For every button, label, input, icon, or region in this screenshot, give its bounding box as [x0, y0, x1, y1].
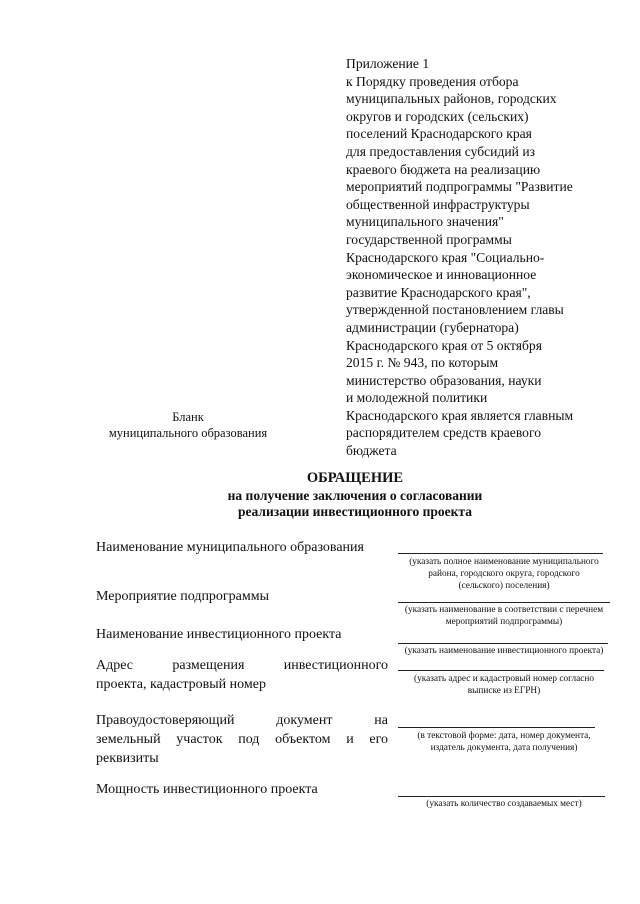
appendix-line: Приложение 1	[346, 56, 430, 71]
document-subtitle: реализации инвестиционного проекта	[238, 504, 472, 519]
hint-title-document: (в текстовой форме: дата, номер документа, издатель документа, дата получения)	[417, 731, 591, 753]
appendix-line: муниципальных районов, городских	[346, 91, 557, 107]
fill-line-capacity[interactable]	[398, 796, 605, 797]
hint-subprogram-activity: (указать наименование в соответствии с перечнем мероприятий подпрограммы)	[404, 605, 604, 627]
letterhead-placeholder	[98, 409, 278, 441]
hint-address: (указать адрес и кадастровый номер согласно выписке из ЕГРН)	[414, 674, 594, 696]
field-label-project-name: Наименование инвестиционного проекта	[96, 627, 342, 642]
appendix-line: министерство образования, науки	[346, 372, 542, 388]
appendix-line: утвержденной постановлением главы	[346, 302, 564, 318]
document-subtitle: на получение заключения о согласовании	[227, 488, 483, 503]
fill-line-address[interactable]	[398, 670, 604, 671]
appendix-line: поселений Краснодарского края	[346, 126, 532, 142]
hint-capacity: (указать количество создаваемых мест)	[426, 799, 582, 809]
field-label-title-document: Правоудостоверяющий документ на земельный участок под объектом и его реквизиты	[96, 713, 388, 766]
hint-municipality: (указать полное наименование муниципального района, городского округа, городского (сельского) поселения)	[409, 557, 599, 591]
fill-line-project-name[interactable]	[398, 643, 608, 644]
appendix-line: Краснодарского края является главным	[346, 407, 574, 423]
letterhead-label: Бланк	[172, 410, 204, 424]
field-label-subprogram-activity: Мероприятие подпрограммы	[96, 589, 270, 604]
appendix-line: Краснодарского края "Социально-	[346, 249, 545, 265]
appendix-line: и молодежной политики	[346, 390, 488, 406]
field-label-address: Адрес размещения инвестиционного проекта, кадастровый номер	[96, 658, 388, 692]
appendix-line: для предоставления субсидий из	[346, 143, 535, 159]
appendix-line: краевого бюджета на реализацию	[346, 161, 541, 177]
appendix-line: развитие Краснодарского края",	[346, 284, 531, 300]
document-title: ОБРАЩЕНИЕ	[306, 470, 404, 486]
appendix-line: 2015 г. № 943, по которым	[346, 355, 499, 371]
hint-project-name: (указать наименование инвестиционного проекта)	[404, 646, 604, 656]
appendix-line: Краснодарского края от 5 октября	[346, 337, 542, 353]
document-heading	[110, 470, 600, 520]
appendix-line: муниципального значения"	[346, 214, 504, 230]
appendix-line: экономическое и инновационное	[346, 267, 537, 283]
field-label-municipality: Наименование муниципального образования	[96, 540, 364, 555]
appendix-line: мероприятий подпрограммы "Развитие	[346, 179, 573, 195]
fill-line-municipality[interactable]	[398, 553, 603, 554]
appendix-line: к Порядку проведения отбора	[346, 73, 519, 89]
appendix-line: общественной инфраструктуры	[346, 196, 530, 212]
appendix-line: государственной программы	[346, 231, 512, 247]
appendix-line: распорядителем средств краевого	[346, 425, 541, 441]
letterhead-sublabel: муниципального образования	[108, 426, 268, 440]
appendix-line: округов и городских (сельских)	[346, 108, 529, 124]
appendix-line: администрации (губернатора)	[346, 319, 519, 335]
fill-line-subprogram-activity[interactable]	[398, 602, 610, 603]
field-label-capacity: Мощность инвестиционного проекта	[96, 782, 318, 797]
fill-line-title-document[interactable]	[398, 727, 595, 728]
appendix-line: бюджета	[346, 443, 397, 459]
appendix-block	[346, 55, 626, 460]
